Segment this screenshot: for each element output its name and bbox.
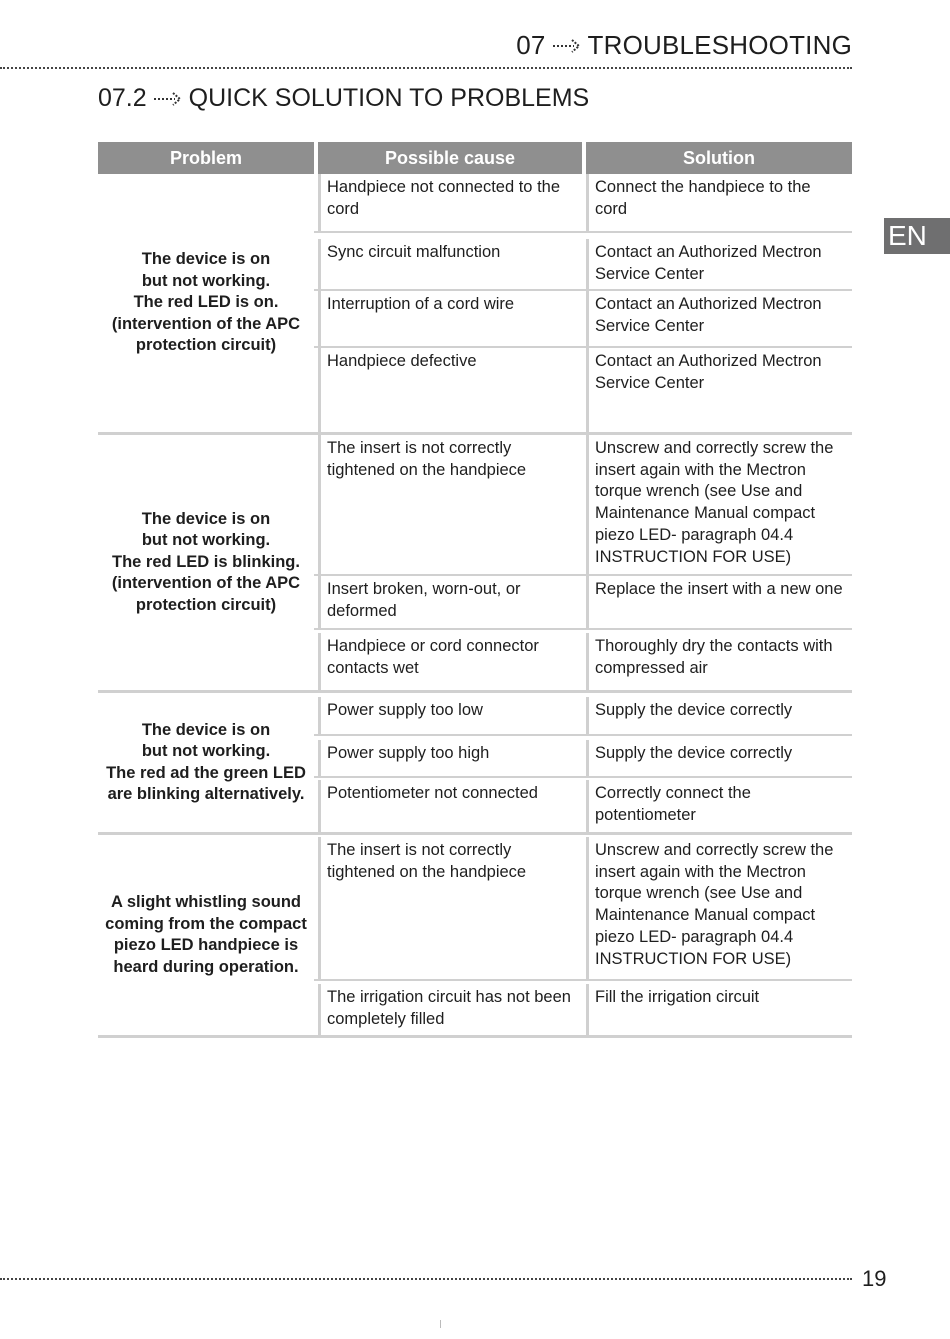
solution-cell: Contact an Authorized Mectron Service Center [586, 348, 852, 432]
cause-cell: The insert is not correctly tightened on the handpiece [318, 837, 582, 979]
section-heading: QUICK SOLUTION TO PROBLEMS [188, 84, 590, 112]
problem-group [98, 835, 852, 1038]
solution-cell: Correctly connect the potentiometer [586, 780, 852, 832]
solution-cell: Contact an Authorized Mectron Service Center [586, 291, 852, 346]
solution-cell: Supply the device correctly [586, 740, 852, 776]
cause-cell: Power supply too high [318, 740, 582, 776]
problem-cell: The device is on but not working. The red ad the green LED are blinking alternatively. [106, 720, 306, 803]
problem-group [98, 174, 852, 435]
table-row [314, 174, 852, 231]
scan-mark [440, 1320, 441, 1328]
solution-cell: Contact an Authorized Mectron Service Center [586, 239, 852, 289]
table-row [314, 628, 852, 690]
problem-cell: The device is on but not working. The red LED is on. (intervention of the APC protection circuit) [111, 250, 301, 355]
troubleshooting-table [98, 142, 852, 1038]
chapter-number: 07 [516, 30, 546, 60]
problem-cell: The device is on but not working. The red LED is blinking. (intervention of the APC protection circuit) [111, 509, 301, 614]
section-number: 07.2 [98, 84, 147, 112]
table-row [314, 734, 852, 776]
table-row [314, 693, 852, 734]
cause-cell: Handpiece defective [318, 348, 582, 432]
chapter-header [516, 30, 852, 61]
cause-cell: The insert is not correctly tightened on the handpiece [318, 435, 582, 574]
header-divider [0, 67, 852, 69]
column-header-problem: Problem [98, 142, 314, 174]
language-tab: EN [884, 218, 950, 254]
footer-divider [0, 1278, 852, 1280]
solution-cell: Unscrew and correctly screw the insert again with the Mectron torque wrench (see Use and Maintenance Manual compact piezo LED- paragraph 04.4 INSTRUCTION FOR USE) [586, 435, 852, 574]
cause-cell: Handpiece not connected to the cord [318, 174, 582, 231]
table-row [314, 231, 852, 289]
cause-cell: The irrigation circuit has not been completely filled [318, 984, 582, 1035]
cause-cell: Potentiometer not connected [318, 780, 582, 832]
table-row [314, 776, 852, 832]
dotted-arrow-icon [153, 91, 183, 107]
problem-group [98, 435, 852, 693]
solution-cell: Replace the insert with a new one [586, 576, 852, 628]
column-header-cause: Possible cause [318, 142, 582, 174]
cause-cell: Handpiece or cord connector contacts wet [318, 633, 582, 690]
dotted-arrow-icon [552, 38, 582, 54]
cause-cell: Insert broken, worn-out, or deformed [318, 576, 582, 628]
solution-cell: Fill the irrigation circuit [586, 984, 852, 1035]
chapter-title: TROUBLESHOOTING [587, 30, 852, 60]
table-row [314, 435, 852, 574]
table-row [314, 979, 852, 1035]
section-title [98, 84, 589, 113]
problem-group [98, 693, 852, 835]
page-number: 19 [862, 1266, 887, 1291]
table-header [98, 142, 852, 174]
table-row [314, 289, 852, 346]
column-header-solution: Solution [586, 142, 852, 174]
cause-cell: Interruption of a cord wire [318, 291, 582, 346]
table-row [314, 346, 852, 432]
solution-cell: Connect the handpiece to the cord [586, 174, 852, 231]
solution-cell: Thoroughly dry the contacts with compressed air [586, 633, 852, 690]
table-row [314, 835, 852, 979]
cause-cell: Sync circuit malfunction [318, 239, 582, 289]
table-row [314, 574, 852, 628]
solution-cell: Supply the device correctly [586, 697, 852, 734]
problem-cell: A slight whistling sound coming from the compact piezo LED handpiece is heard during operation. [105, 893, 307, 976]
solution-cell: Unscrew and correctly screw the insert again with the Mectron torque wrench (see Use and Maintenance Manual compact piezo LED- paragraph 04.4 INSTRUCTION FOR USE) [586, 837, 852, 979]
cause-cell: Power supply too low [318, 697, 582, 734]
